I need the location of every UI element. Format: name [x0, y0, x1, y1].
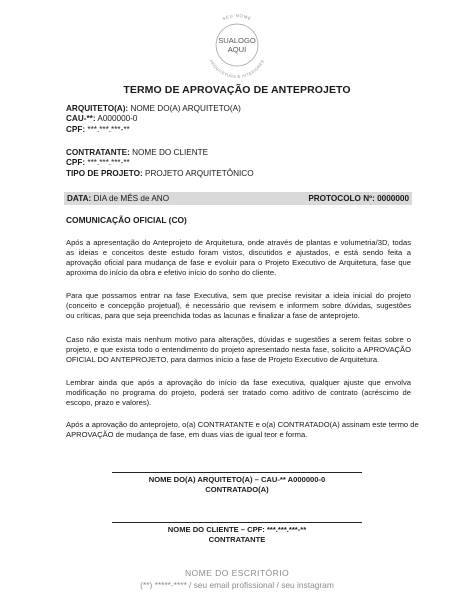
architect-cpf-value: ***.***.***-** [87, 124, 130, 134]
svg-text:ARQUITETURA E INTERIORES [209, 59, 265, 79]
paragraph-line: Para que possamos entrar na fase Executiva, sem que precise revisitar a ideia inicial do projeto [66, 291, 411, 300]
footer-contact: (**) *****-**** / seu email profissional / seu instagram [140, 580, 334, 590]
paragraph-line: OFICIAL DO ANTEPROJETO, para darmos início a fase de Projeto Executivo de Arquitetura. [66, 355, 380, 364]
paragraph-line: Lembrar ainda que após a aprovação do início da fase executiva, qualquer ajuste que envolva [66, 378, 411, 387]
paragraph-line: Caso não exista mais nenhum motivo para alterações, dúvidas e sugestões a serem feitas sobre o [66, 335, 411, 344]
logo-ring-top-text: SEU NOME [221, 12, 253, 22]
paragraph-line: as ideias e conceitos deste estudo foram vistos, discutidos e ajustados, e está sendo feita a [66, 248, 411, 257]
date-value: DIA de MÊS de ANO [93, 194, 170, 203]
section-title: COMUNICAÇÃO OFICIAL (CO) [66, 215, 187, 225]
architect-signature-name: NOME DO(A) ARQUITETO(A) – CAU-** A000000-0 [148, 475, 326, 484]
paragraph-1 [66, 238, 411, 278]
office-logo [198, 6, 276, 84]
client-cpf-value: ***.***.***-** [87, 158, 130, 168]
client-name-label: CONTRATANTE: [66, 148, 130, 157]
architect-cau-row [66, 114, 241, 124]
protocol-field [308, 192, 409, 205]
architect-cau-label: CAU-**: [66, 114, 96, 124]
paragraph-4 [66, 378, 411, 408]
paragraph-2 [66, 291, 411, 321]
date-protocol-bar [64, 192, 412, 205]
client-signature-role: CONTRATANTE [208, 535, 266, 544]
project-type-label: TIPO DE PROJETO: [66, 168, 143, 178]
logo-line2: AQUI [227, 45, 247, 54]
paragraph-line: ou críticas, para que seja preenchida todas as lacunas e finalizar a fase de anteprojeto. [66, 311, 360, 320]
architect-cau-value: A000000-0 [97, 114, 138, 124]
paragraph-line: aproxima do início da obra e efetivo início do sonho do cliente. [66, 268, 277, 277]
architect-signature-line [112, 472, 362, 473]
paragraph-5 [66, 420, 419, 440]
project-type-row [66, 169, 254, 179]
paragraph-line: Após a aprovação do anteprojeto, o(a) CONTRATANTE e o(a) CONTRATADO(A) assinam este termo de [66, 420, 419, 429]
architect-info [66, 104, 241, 135]
paragraph-line: (conceito e concepção projetual), é necessário que revisem e informem sobre dúvidas, sugestões [66, 301, 411, 310]
client-signature-block [0, 525, 474, 545]
paragraph-line: Após a apresentação do Anteprojeto de Arquitetura, onde através de plantas e volumetria/3D, todas [66, 238, 411, 247]
date-field [67, 192, 169, 205]
architect-cpf-label: CPF: [66, 124, 86, 134]
project-type-value: PROJETO ARQUITETÔNICO [145, 168, 254, 178]
paragraph-line: escopo, prazo e valores). [66, 398, 152, 407]
architect-name-value: NOME DO(A) ARQUITETO(A) [130, 104, 241, 113]
client-info [66, 148, 254, 179]
architect-name-row [66, 104, 241, 114]
client-name-value: NOME DO CLIENTE [132, 148, 209, 157]
paragraph-line: modificação no programa do projeto, poderá ser tratado como aditivo de contrato (acréscimo de [66, 388, 411, 397]
footer-office-name: NOME DO ESCRITÓRIO [184, 568, 290, 578]
client-cpf-label: CPF: [66, 158, 86, 168]
paragraph-line: projeto, e que exista todo o entendimento do projeto apresentado nesta fase, solicito a APROVAÇÃO [66, 345, 411, 354]
paragraph-line: APROVAÇÃO de mudança de fase, em duas vias de igual teor e forma. [66, 430, 308, 439]
client-cpf-row [66, 158, 254, 168]
architect-signature-role: CONTRATADO(A) [205, 485, 269, 494]
client-signature-name: NOME DO CLIENTE – CPF: ***.***.***-** [167, 525, 307, 534]
logo-line1: SUALOGO [218, 36, 256, 45]
document-title: TERMO DE APROVAÇÃO DE ANTEPROJETO [123, 84, 351, 96]
protocol-label: PROTOCOLO Nº: [308, 194, 375, 203]
architect-name-label: ARQUITETO(A): [66, 104, 129, 113]
paragraph-line: aprovação oficial para mudança de fase e evoluir para o Projeto Executivo de Arquitetura, fase que [66, 258, 411, 267]
client-name-row [66, 148, 254, 158]
paragraph-3 [66, 335, 411, 365]
logo-ring-bottom-text: ARQUITETURA E INTERIORES [208, 58, 266, 80]
client-signature-line [112, 522, 362, 523]
svg-text:SEU NOME [221, 13, 252, 21]
architect-cpf-row [66, 125, 241, 135]
date-label: DATA: [67, 194, 92, 203]
architect-signature-block [0, 475, 474, 495]
protocol-value: 0000000 [377, 194, 409, 203]
